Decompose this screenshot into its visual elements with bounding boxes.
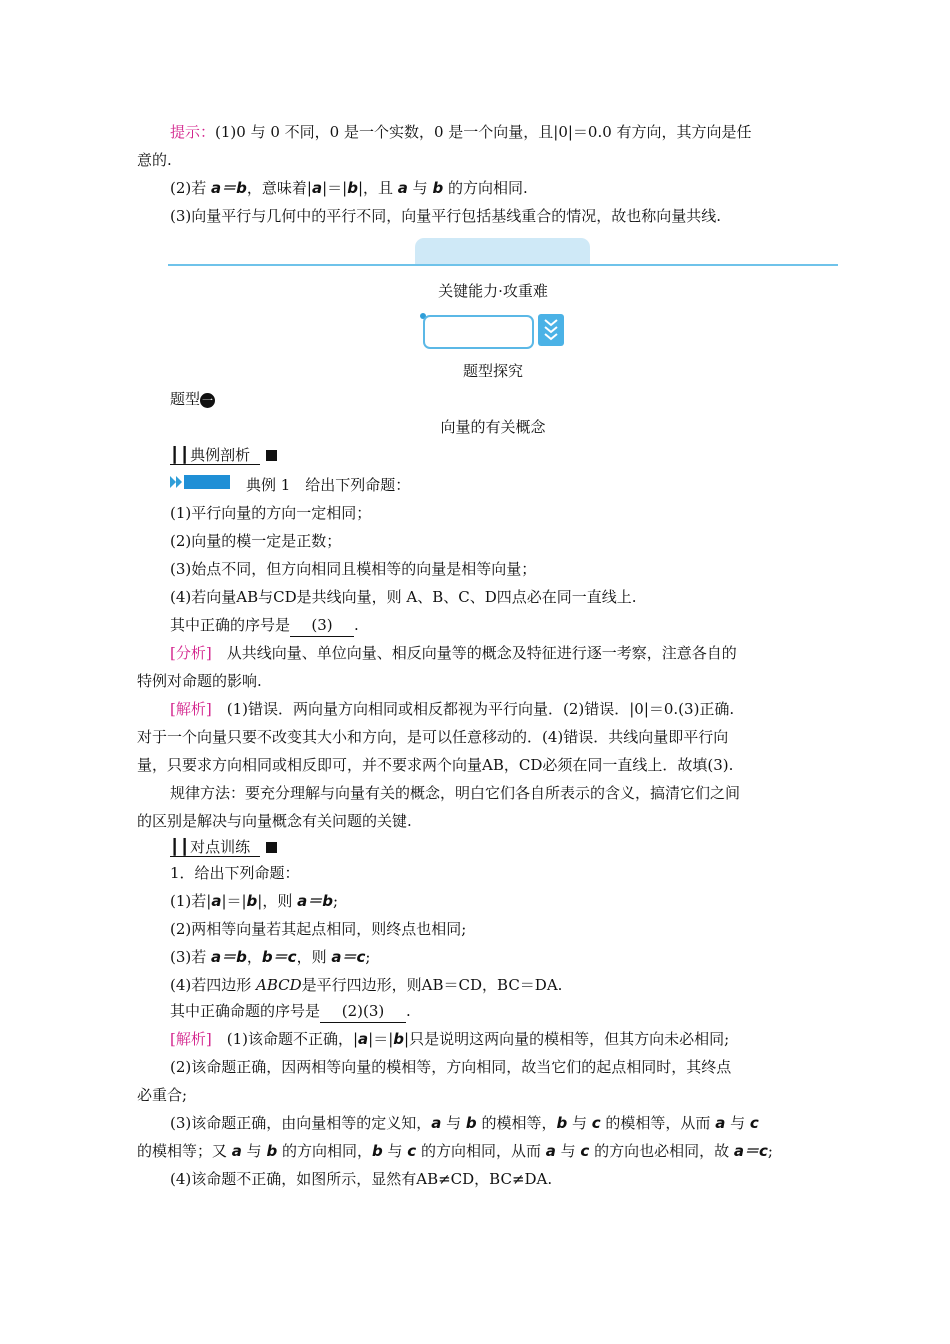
method-line-1: 规律方法：要充分理解与向量有关的概念，明白它们各自所表示的含义，搞清它们之间 (170, 784, 741, 802)
practice-solution-4: (4)该命题不正确，如图所示，显然有AB≠CD，BC≠DA. (170, 1170, 553, 1188)
practice-solution-2: (2)该命题正确，因两相等向量的模相等，方向相同，故当它们的起点相同时，其终点 (170, 1058, 732, 1076)
topic-title: 向量的有关概念 (440, 418, 546, 436)
hint-line-3: (3)向量平行与几何中的平行不同，向量平行包括基线重合的情况，故也称向量共线. (170, 207, 722, 225)
hint-line-1: 提示：(1)0 与 0 不同，0 是一个实数，0 是一个向量，且|0|＝0.0 有方向，其方向是任 (170, 123, 752, 141)
practice-item-1: (1)若|a|＝|b|，则 a＝b; (170, 892, 339, 910)
square-marker-icon (266, 450, 277, 461)
practice-solution-3: (3)该命题正确，由向量相等的定义知，a 与 b 的模相等，b 与 c 的模相等，从而 a 与 c (170, 1114, 759, 1132)
solution-label: [解析] (170, 700, 212, 718)
hint-label: 提示： (170, 123, 216, 141)
example-badge (170, 474, 230, 490)
triple-chevron-down-icon (538, 314, 564, 346)
practice-item-2: (2)两相等向量若其起点相同，则终点也相同; (170, 920, 467, 938)
answer-blank: (3) (290, 614, 354, 637)
practice-solution-3-cont: 的模相等；又 a 与 b 的方向相同，b 与 c 的方向相同，从而 a 与 c 的方向也必相同，故 a＝c; (137, 1142, 773, 1160)
type-number-badge: 一 (202, 394, 214, 407)
practice-item-3: (3)若 a＝b，b＝c，则 a＝c; (170, 948, 371, 966)
example-item-4: (4)若向量AB与CD是共线向量，则 A、B、C、D四点必在同一直线上. (170, 588, 637, 606)
solution-line-2: 对于一个向量只要不改变其大小和方向，是可以任意移动的．(4)错误．共线向量即平行向 (137, 728, 729, 746)
analysis-line-2: 特例对命题的影响. (137, 672, 262, 690)
solution-line-1: [解析] (1)错误．两向量方向相同或相反都视为平行向量．(2)错误．|0|＝0.(3)正确. (170, 700, 735, 718)
hint-line-2: (2)若 a＝b，意味着|a|＝|b|，且 a 与 b 的方向相同. (170, 179, 528, 197)
solution-line-3: 量，只要求方向相同或相反即可，并不要求两个向量AB，CD必须在同一直线上．故填(3). (137, 756, 734, 774)
analysis-label: [分析] (170, 644, 212, 662)
example-item-2: (2)向量的模一定是正数； (170, 532, 342, 550)
hint-line-1-cont: 意的. (137, 151, 172, 169)
type-heading: 题型 一 (170, 390, 214, 408)
answer-blank: (2)(3) (320, 1000, 406, 1023)
section-divider (168, 264, 838, 266)
section-subtitle: 题型探究 (462, 362, 523, 380)
analysis-line-1: [分析] 从共线向量、单位向量、相反向量等的概念及特征进行逐一考察，注意各自的 (170, 644, 737, 662)
section-frame (423, 315, 534, 349)
method-line-2: 的区别是解决与向量概念有关问题的关键. (137, 812, 412, 830)
example-item-1: (1)平行向量的方向一定相同； (170, 504, 372, 522)
example-item-3: (3)始点不同，但方向相同且模相等的向量是相等向量； (170, 560, 537, 578)
practice-item-4: (4)若四边形 ABCD是平行四边形，则AB＝CD，BC＝DA. (170, 976, 563, 994)
practice-header: ┃┃对点训练 (170, 836, 277, 858)
example-answer: 其中正确的序号是 (3) . (170, 614, 359, 637)
practice-solution-2-cont: 必重合; (137, 1086, 188, 1104)
example-title: 典例 1 给出下列命题： (246, 476, 411, 494)
square-marker-icon (266, 842, 277, 853)
section-title: 关键能力·攻重难 (438, 282, 548, 300)
practice-answer: 其中正确命题的序号是 (2)(3) . (170, 1000, 411, 1023)
practice-title: 1．给出下列命题： (170, 864, 300, 882)
example-header: ┃┃典例剖析 (170, 444, 277, 466)
practice-solution-1: [解析] (1)该命题不正确，|a|＝|b|只是说明这两向量的模相等，但其方向未必相同; (170, 1030, 730, 1048)
section-tab (415, 238, 590, 265)
solution-label: [解析] (170, 1030, 212, 1048)
